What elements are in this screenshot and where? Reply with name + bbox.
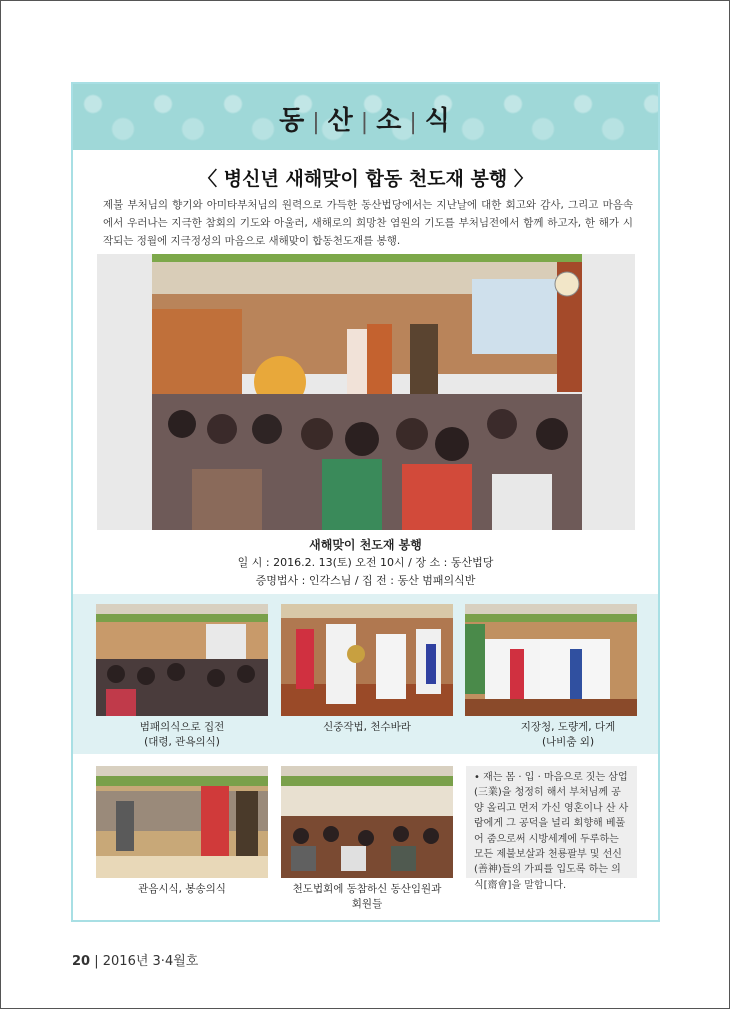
section-title-char: 산 bbox=[327, 106, 355, 136]
main-photo-caption bbox=[73, 536, 658, 590]
note-box: • 재는 몸 · 입 · 마음으로 짓는 삼업(三業)을 청정히 해서 부처님께 공양 올리고 먼저 가신 영혼이나 산 사람에게 그 공덕을 널리 회향해 베풀어 줌으로써 시방세계에 두루하는 모든 제불보살과 천룡팔부 및 선신(善神)들의 가피를 입도록 하는 의식[齋會]을 말합니다. bbox=[466, 766, 637, 878]
page-footer bbox=[72, 950, 198, 969]
article-intro: 제불 부처님의 향기와 아미타부처님의 원력으로 가득한 동산법당에서는 지난날에 대한 회고와 감사, 그리고 마음속에서 우러나는 지극한 참회의 기도와 아울러, 새해로의 희망찬 염원의 기도를 부처님전에서 함께 하고자, 한 해가 시작되는 정월에 지극정성의 마음으로 새해맞이 합동천도재를 봉행. bbox=[103, 199, 633, 247]
main-photo-frame bbox=[97, 254, 635, 530]
photo-butterfly-dance bbox=[465, 604, 637, 716]
photo-caption-line: (나비춤 외) bbox=[541, 736, 595, 748]
photo-caption-line: 관음시식, 봉송의식 bbox=[138, 883, 226, 895]
photo-participants bbox=[281, 766, 453, 878]
photo-caption-line: 범패의식으로 집전 bbox=[139, 721, 225, 733]
photo-caption bbox=[281, 720, 453, 735]
photo-caption bbox=[281, 882, 453, 912]
photo-caption bbox=[493, 720, 643, 750]
photo-caption-line: 천도법회에 동참하신 동산임원과 bbox=[292, 883, 442, 895]
photo-caption-line: (대령, 관욕의식) bbox=[144, 736, 220, 748]
photo-gwaneum-sending bbox=[96, 766, 268, 878]
photo-caption-line: 신중작법, 천수바라 bbox=[323, 721, 411, 733]
photo-caption-line: 회원들 bbox=[351, 898, 383, 910]
section-title: 동 | 산 | 소 | 식 bbox=[279, 106, 452, 136]
section-title-char: 동 bbox=[279, 106, 307, 136]
article-title: 〈 병신년 새해맞이 합동 천도재 봉행 〉 bbox=[198, 168, 533, 190]
main-photo-ceremony bbox=[152, 254, 582, 530]
footer-separator: | bbox=[94, 954, 99, 969]
section-header-band bbox=[73, 84, 658, 150]
photo-caption-line: 지장청, 도량게, 다게 bbox=[520, 721, 616, 733]
section-title-char: 식 bbox=[424, 106, 452, 136]
main-caption-line2: 증명법사 : 인각스님 / 집 전 : 동산 범패의식반 bbox=[255, 574, 476, 587]
section-title-char: 소 bbox=[376, 106, 404, 136]
photo-caption bbox=[96, 882, 268, 897]
main-caption-line1: 일 시 : 2016.2. 13(토) 오전 10시 / 장 소 : 동산법당 bbox=[237, 556, 494, 569]
main-caption-title: 새해맞이 천도재 봉행 bbox=[309, 538, 422, 552]
photo-caption bbox=[96, 720, 268, 750]
photo-cymbal-dance bbox=[281, 604, 453, 716]
page-number: 20 bbox=[72, 954, 91, 969]
issue-label: 2016년 3·4월호 bbox=[102, 954, 199, 969]
article-panel bbox=[71, 82, 660, 922]
photo-beompae-ritual bbox=[96, 604, 268, 716]
